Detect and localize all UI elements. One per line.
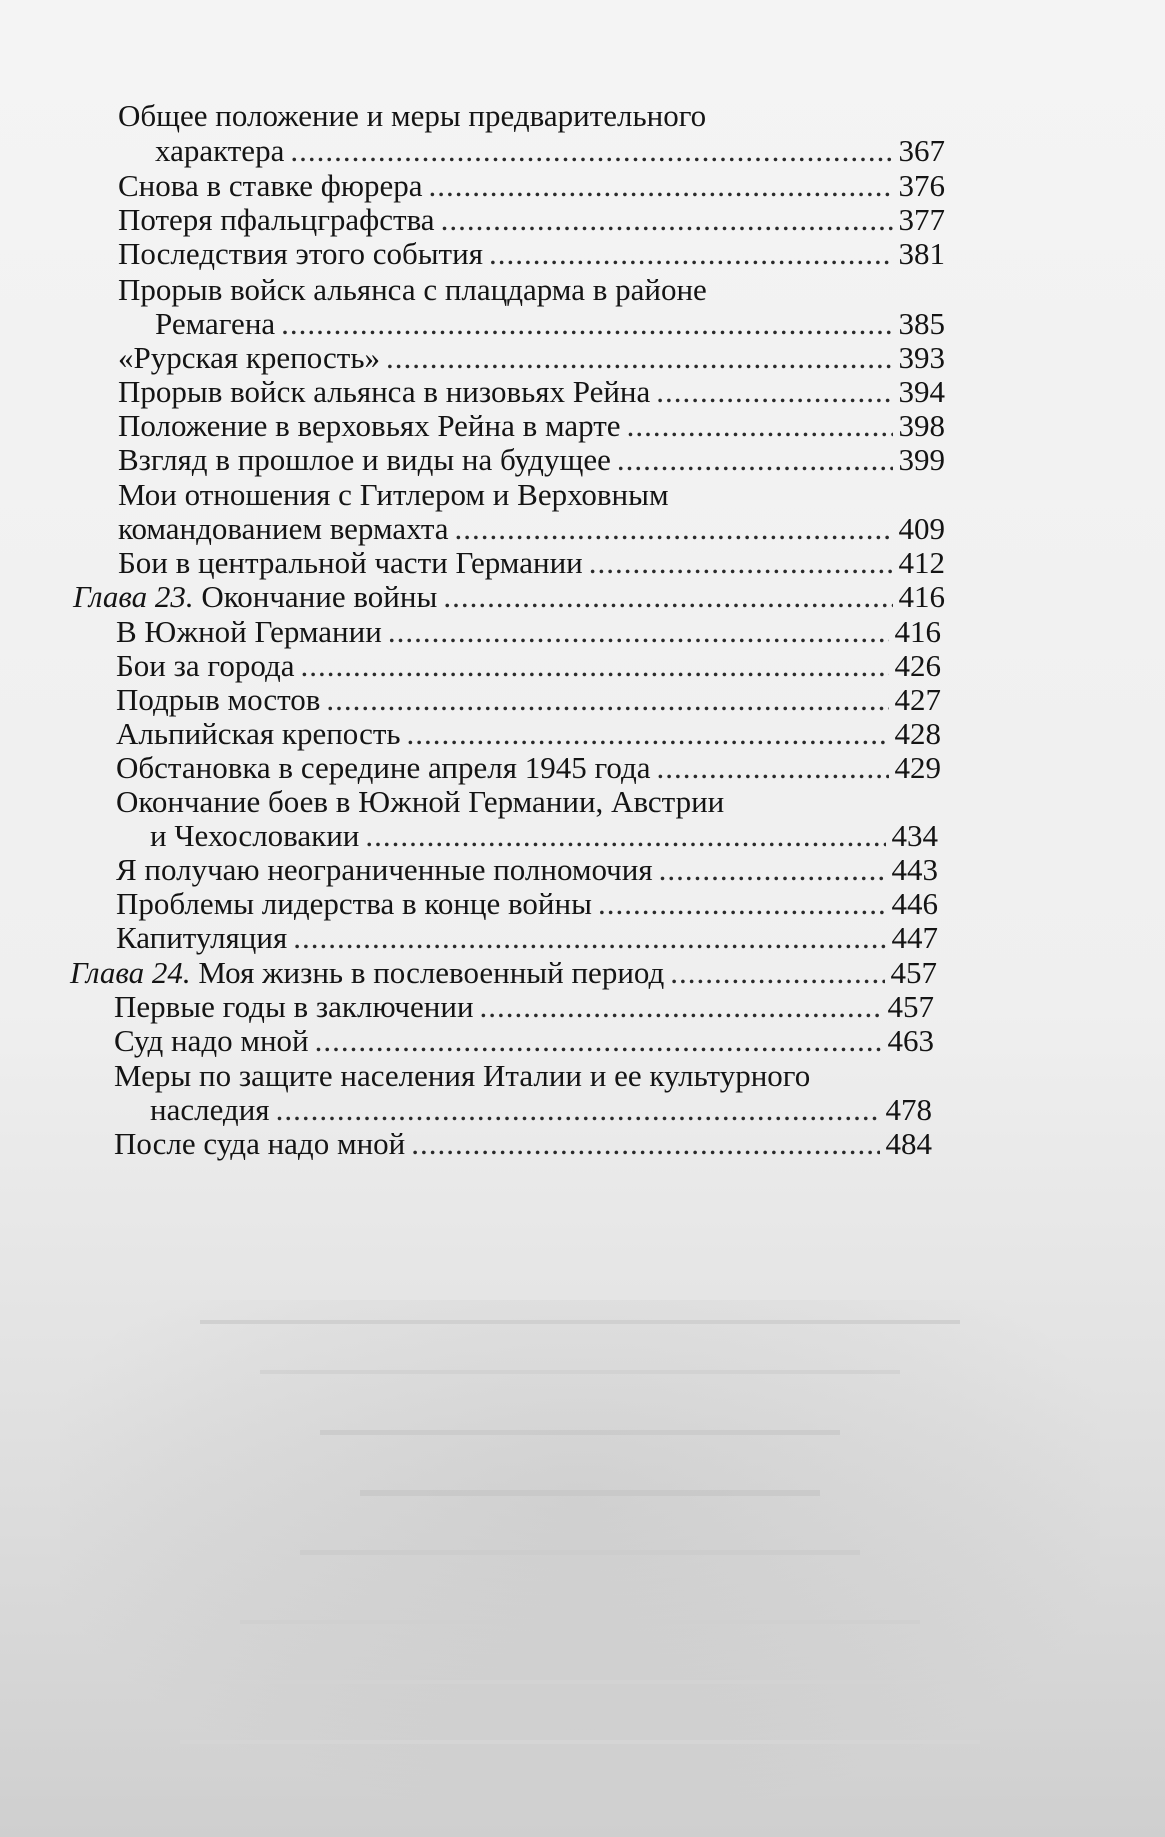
dot-leader [411, 1124, 879, 1164]
toc-entry-title: Потеря пфальцграфства [118, 202, 435, 237]
toc-page-number: 394 [898, 374, 945, 409]
dot-leader [443, 577, 892, 617]
dot-leader [290, 131, 892, 171]
show-through-text-area [60, 1300, 1100, 1800]
toc-entry-title: Меры по защите населения Италии и ее культурного [114, 1058, 811, 1093]
toc-page-number: 393 [898, 340, 945, 375]
toc-entry-trial [114, 1021, 934, 1061]
toc-entry-consequences [118, 234, 945, 274]
toc-entry-title: Прорыв войск альянса в низовьях Рейна [118, 374, 651, 409]
toc-entry-title: Общее положение и меры предварительного [118, 98, 707, 133]
toc-page-number: 446 [891, 886, 938, 921]
toc-entry-title: В Южной Германии [116, 614, 382, 649]
toc-page-number: 416 [894, 614, 941, 649]
chapter-label: Глава 23. [73, 579, 194, 614]
toc-entry-title: Первые годы в заключении [114, 989, 474, 1024]
toc-entry-title: Взгляд в прошлое и виды на будущее [118, 442, 611, 477]
toc-page-number: 484 [885, 1126, 932, 1161]
toc-entry-title: Я получаю неограниченные полномочия [116, 852, 653, 887]
toc-page-number: 426 [894, 648, 941, 683]
dot-leader [489, 234, 893, 274]
toc-entry-title: Бои в центральной части Германии [118, 545, 583, 580]
toc-page-number: 399 [898, 442, 945, 477]
toc-entry-title: и Чехословакии [150, 818, 360, 853]
dot-leader [315, 1021, 882, 1061]
toc-page-number: 434 [891, 818, 938, 853]
toc-page-number: 443 [891, 852, 938, 887]
toc-entry-general [155, 131, 945, 171]
toc-page-number: 367 [898, 133, 945, 168]
toc-entry-title: характера [155, 133, 285, 168]
toc-entry-look [118, 440, 945, 480]
toc-entry-general-line1 [118, 96, 706, 136]
toc-page-number: 457 [890, 955, 937, 990]
toc-entry-after [114, 1124, 932, 1164]
toc-page-number: 416 [898, 579, 945, 614]
toc-entry-title: Капитуляция [116, 920, 288, 955]
toc-page-number: 478 [885, 1092, 932, 1127]
chapter-title: Окончание войны [201, 579, 438, 614]
toc-chapter-23 [73, 577, 945, 617]
toc-page-number: 412 [898, 545, 945, 580]
toc-page-number: 447 [891, 920, 938, 955]
dot-leader [293, 918, 885, 958]
toc-page-number: 376 [898, 168, 945, 203]
toc-entry-title: Альпийская крепость [116, 716, 401, 751]
toc-entry-title: Окончание боев в Южной Германии, Австрии [116, 784, 725, 819]
toc-entry-title: Ремагена [155, 306, 276, 341]
toc-entry-title: Последствия этого события [118, 236, 483, 271]
toc-entry-title: «Рурская крепость» [118, 340, 380, 375]
toc-entry-title: Мои отношения с Гитлером и Верховным [118, 477, 669, 512]
toc-page-number: 457 [887, 989, 934, 1024]
toc-page-number: 381 [898, 236, 945, 271]
toc-entry-title: Обстановка в середине апреля 1945 года [116, 750, 651, 785]
toc-page-number: 385 [898, 306, 945, 341]
toc-page-number: 463 [887, 1023, 934, 1058]
toc-entry-title: Подрыв мостов [116, 682, 321, 717]
toc-page-number: 377 [898, 202, 945, 237]
toc-entry-title: Бои за города [116, 648, 295, 683]
toc-entry-title: После суда надо мной [114, 1126, 406, 1161]
toc-page-number: 409 [898, 511, 945, 546]
toc-entry-title: наследия [150, 1092, 270, 1127]
chapter-title: Моя жизнь в послевоенный период [198, 955, 665, 990]
toc-page-number: 398 [898, 408, 945, 443]
dot-leader [617, 440, 893, 480]
toc-entry-title: Снова в ставке фюрера [118, 168, 423, 203]
toc-entry-capitulation [116, 918, 938, 958]
toc-page-number: 428 [894, 716, 941, 751]
show-through-stains [60, 1300, 1100, 1800]
toc-entry-title: Суд надо мной [114, 1023, 309, 1058]
toc-page-number: 427 [894, 682, 941, 717]
toc-page-number: 429 [894, 750, 941, 785]
toc-entry-title: Прорыв войск альянса с плацдарма в районе [118, 272, 707, 307]
chapter-label: Глава 24. [70, 955, 191, 990]
toc-entry-title: командованием вермахта [118, 511, 449, 546]
toc-entry-title: Проблемы лидерства в конце войны [116, 886, 592, 921]
toc-entry-title: Положение в верховьях Рейна в марте [118, 408, 621, 443]
